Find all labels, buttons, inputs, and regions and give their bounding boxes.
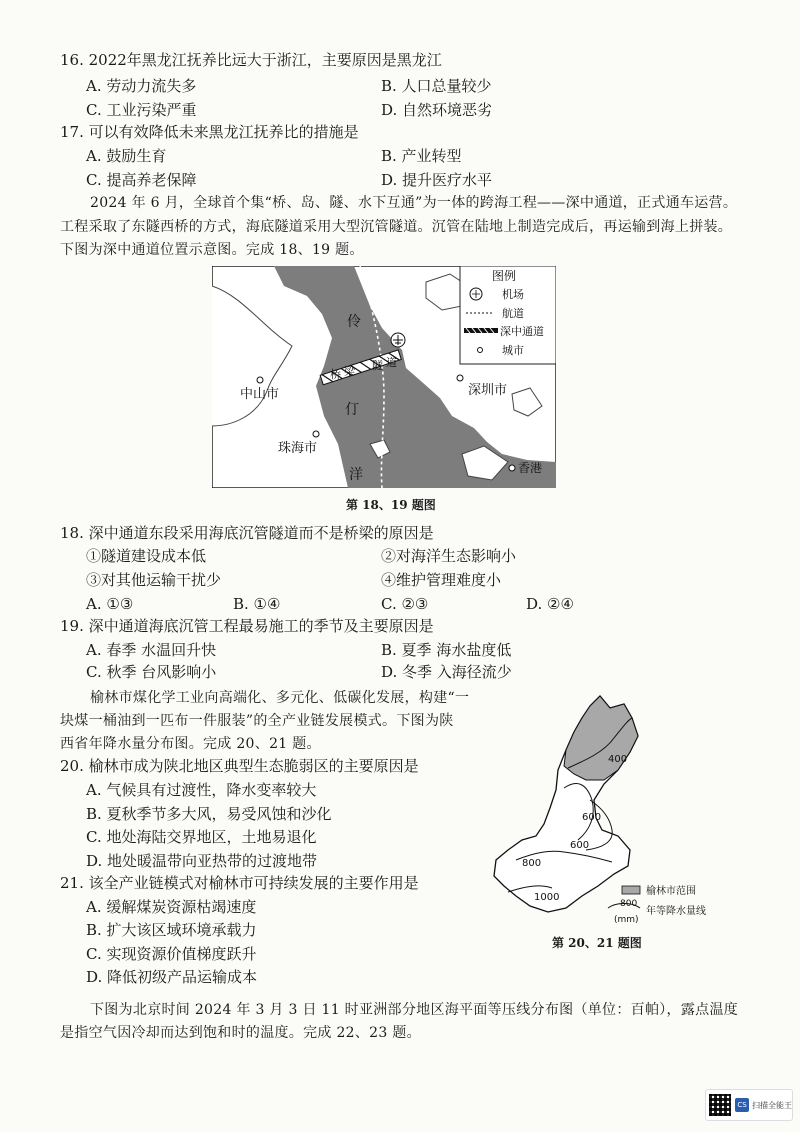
q20-option-c[interactable]: C. 地处海陆交界地区，土地易退化 (86, 828, 317, 846)
tunnel-label: 道 (386, 356, 397, 369)
question-20-stem: 20. 榆林市成为陕北地区典型生态脆弱区的主要原因是 (60, 757, 419, 775)
city-hongkong: 香港 (518, 461, 543, 475)
scanner-watermark (705, 1089, 793, 1121)
question-21-stem: 21. 该全产业链模式对榆林市可持续发展的主要作用是 (60, 874, 419, 892)
q19-option-d[interactable]: D. 冬季 入海径流少 (381, 663, 512, 681)
q18-statement-1: ①隧道建设成本低 (86, 547, 207, 565)
legend-channel: 航道 (502, 307, 524, 320)
q16-option-c[interactable]: C. 工业污染严重 (86, 101, 197, 119)
legend-city: 城市 (502, 344, 524, 357)
scanner-label: 扫描全能王 (752, 1100, 792, 1110)
sea-name: 伶 (347, 314, 361, 330)
intro-paragraph-line: 下图为北京时间 2024 年 3 月 3 日 11 时亚洲部分地区海平面等压线分布图（单位：百帕），露点温度 (90, 1002, 739, 1018)
q18-option-b[interactable]: B. ①④ (233, 595, 281, 613)
q18-option-d[interactable]: D. ②④ (526, 595, 574, 613)
map2-caption: 第 20、21 题图 (552, 936, 642, 950)
q20-option-a[interactable]: A. 气候具有过渡性，降水变率较大 (86, 781, 317, 799)
q17-option-d[interactable]: D. 提升医疗水平 (381, 171, 493, 189)
q18-option-c[interactable]: C. ②③ (381, 595, 429, 613)
city-icon (313, 431, 319, 437)
intro-paragraph-line: 工程采取了东隧西桥的方式，海底隧道采用大型沉管隧道。沉管在陆地上制造完成后，再运输到海上拼装。 (60, 219, 733, 235)
scanner-badge: CS (735, 1098, 749, 1112)
legend-tunnel: 深中通道 (500, 325, 544, 338)
yulin-legend-swatch (622, 886, 640, 894)
legend-isohyet: 年等降水量线 (646, 906, 706, 917)
q17-option-b[interactable]: B. 产业转型 (381, 147, 462, 165)
q21-option-a[interactable]: A. 缓解煤炭资源枯竭速度 (86, 898, 257, 916)
question-17-stem: 17. 可以有效降低未来黑龙江抚养比的措施是 (60, 123, 359, 141)
q20-option-d[interactable]: D. 地处暖温带向亚热带的过渡地带 (86, 852, 318, 870)
airport-icon (391, 333, 405, 347)
q19-option-a[interactable]: A. 春季 水温回升快 (86, 641, 217, 659)
city-zhuhai: 珠海市 (278, 441, 318, 456)
isohyet-label: 1000 (534, 892, 560, 903)
isohyet-label: 600 (582, 812, 602, 823)
city-icon (257, 377, 263, 383)
map-legend (460, 266, 556, 364)
city-icon (509, 465, 515, 471)
city-icon (457, 375, 463, 381)
yulin-area (564, 696, 638, 780)
intro-paragraph-line: 榆林市煤化学工业向高端化、多元化、低碳化发展，构建“一 (90, 690, 470, 706)
q21-option-c[interactable]: C. 实现资源价值梯度跃升 (86, 945, 257, 963)
intro-paragraph-line: 下图为深中通道位置示意图。完成 18、19 题。 (60, 242, 364, 258)
q21-option-d[interactable]: D. 降低初级产品运输成本 (86, 968, 258, 986)
sea-name: 仃 (345, 402, 359, 418)
q20-option-b[interactable]: B. 夏秋季节多大风，易受风蚀和沙化 (86, 805, 332, 823)
q18-statement-3: ③对其他运输干扰少 (86, 571, 222, 589)
q17-option-a[interactable]: A. 鼓励生育 (86, 147, 167, 165)
intro-paragraph-line: 西省年降水量分布图。完成 20、21 题。 (60, 736, 321, 752)
question-18-stem: 18. 深中通道东段采用海底沉管隧道而不是桥梁的原因是 (60, 524, 434, 542)
q16-option-a[interactable]: A. 劳动力流失多 (86, 77, 197, 95)
city-zhongshan: 中山市 (240, 387, 280, 402)
city-shenzhen: 深圳市 (468, 383, 508, 398)
q18-option-a[interactable]: A. ①③ (86, 595, 134, 613)
q19-option-b[interactable]: B. 夏季 海水盐度低 (381, 641, 512, 659)
q18-statement-4: ④维护管理难度小 (381, 571, 502, 589)
legend-iso-value: 800 (620, 899, 638, 909)
legend-airport: 机场 (502, 288, 524, 301)
q19-option-c[interactable]: C. 秋季 台风影响小 (86, 663, 217, 681)
intro-paragraph-line: 2024 年 6 月，全球首个集“桥、岛、隧、水下互通”为一体的跨海工程——深中通道，正式通车运营。 (90, 195, 738, 211)
q21-option-b[interactable]: B. 扩大该区域环境承载力 (86, 921, 257, 939)
legend-iso-unit: (mm) (614, 915, 639, 925)
bridge-label: 梁 (344, 365, 355, 378)
q16-option-d[interactable]: D. 自然环境恶劣 (381, 101, 493, 119)
legend-title: 图例 (492, 269, 517, 283)
bridge-label: 桥 (330, 368, 341, 381)
qr-code-icon (709, 1094, 731, 1116)
isohyet-label: 800 (522, 858, 542, 869)
intro-paragraph-line: 是指空气因冷却而达到饱和时的温度。完成 22、23 题。 (60, 1025, 421, 1041)
isohyet-label: 600 (570, 840, 590, 851)
tunnel-label: 隧 (372, 359, 383, 372)
shaanxi-precipitation-map (486, 690, 726, 928)
legend-yulin: 榆林市范围 (646, 886, 696, 897)
shenzhong-link-map (212, 266, 556, 488)
isohyet-label: 400 (608, 754, 628, 765)
q17-option-c[interactable]: C. 提高养老保障 (86, 171, 197, 189)
question-16-stem: 16. 2022年黑龙江抚养比远大于浙江，主要原因是黑龙江 (60, 51, 442, 69)
intro-paragraph-line: 块煤一桶油到一匹布一件服装”的全产业链发展模式。下图为陕 (60, 713, 454, 729)
question-19-stem: 19. 深中通道海底沉管工程最易施工的季节及主要原因是 (60, 617, 434, 635)
sea-name: 洋 (349, 467, 363, 483)
map1-caption: 第 18、19 题图 (346, 498, 436, 512)
city-icon (478, 348, 483, 353)
q18-statement-2: ②对海洋生态影响小 (381, 547, 517, 565)
q16-option-b[interactable]: B. 人口总量较少 (381, 77, 492, 95)
